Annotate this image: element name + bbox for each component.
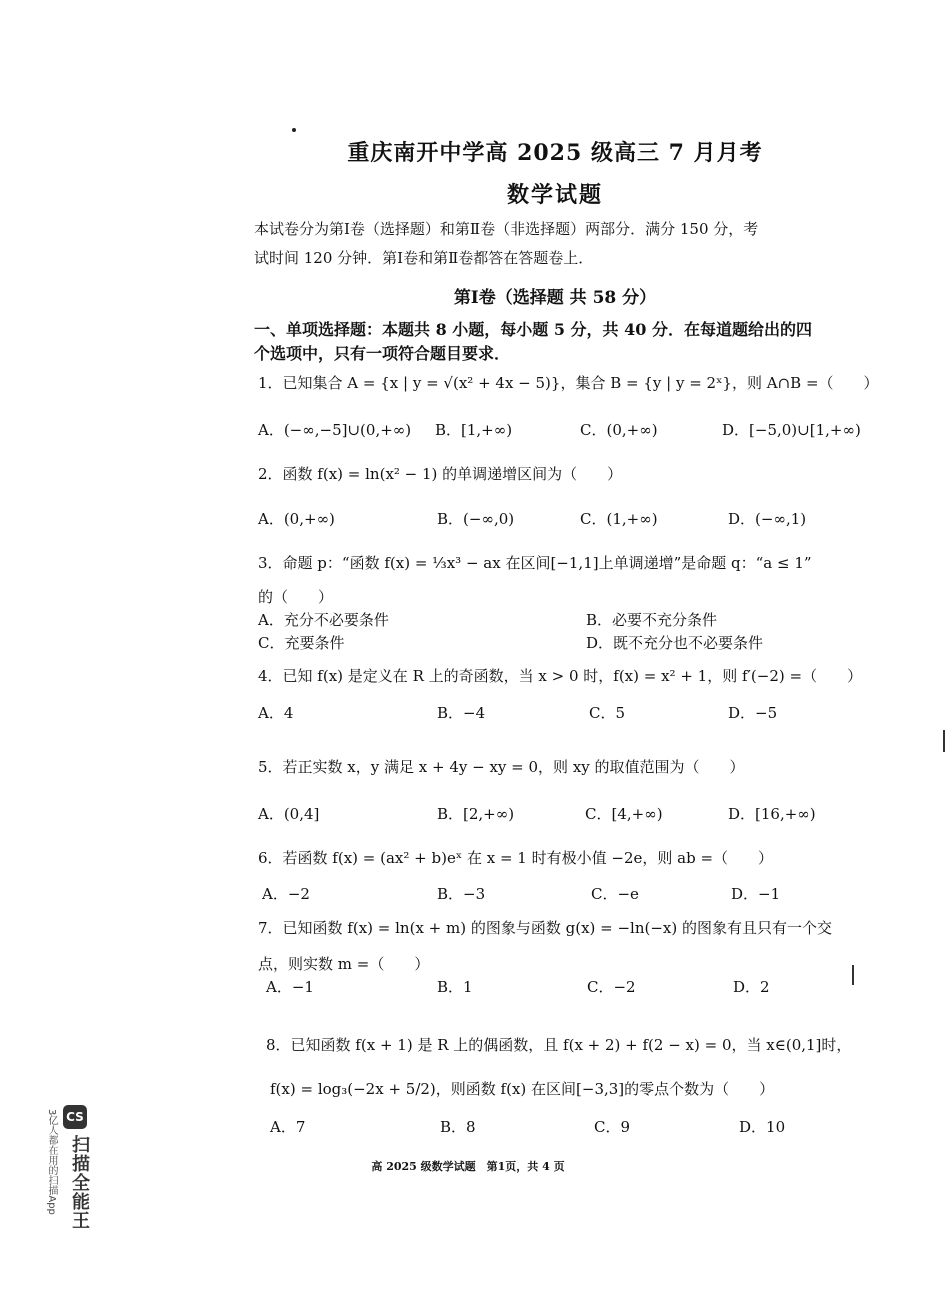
q4-option-a: A．4 xyxy=(258,704,294,722)
question-7-stem-cont: 点，则实数 m =（ ） xyxy=(258,955,430,973)
intro-line-2: 试时间 120 分钟．第Ⅰ卷和第Ⅱ卷都答在答题卷上． xyxy=(254,249,594,267)
q3-option-a: A．充分不必要条件 xyxy=(258,611,389,629)
intro-line-1: 本试卷分为第Ⅰ卷（选择题）和第Ⅱ卷（非选择题）两部分．满分 150 分，考 xyxy=(254,220,759,238)
q4-option-d: D．−5 xyxy=(728,704,778,722)
scan-mark-inline xyxy=(852,965,854,985)
q4-option-b: B．−4 xyxy=(437,704,486,722)
q8-option-b: B．8 xyxy=(440,1118,476,1136)
q6-option-d: D．−1 xyxy=(731,885,781,903)
question-6-stem: 6．若函数 f(x) = (ax² + b)eˣ 在 x = 1 时有极小值 −2e，则 ab =（ ） xyxy=(258,849,774,867)
scanner-watermark xyxy=(40,1105,100,1235)
question-3-stem: 3．命题 p：“函数 f(x) = ⅓x³ − ax 在区间[−1,1]上单调递增”是命题 q：“a ≤ 1” xyxy=(258,554,812,572)
question-7-stem: 7．已知函数 f(x) = ln(x + m) 的图象与函数 g(x) = −ln(−x) 的图象有且只有一个交 xyxy=(258,919,833,937)
q4-option-c: C．5 xyxy=(589,704,626,722)
q3-option-d: D．既不充分也不必要条件 xyxy=(586,634,764,652)
q5-option-c: C．[4,+∞) xyxy=(585,805,663,823)
scan-speck xyxy=(292,128,296,132)
question-8-stem: 8．已知函数 f(x + 1) 是 R 上的偶函数，且 f(x + 2) + f(2 − x) = 0，当 x∈(0,1]时， xyxy=(266,1036,852,1054)
q3-option-c: C．充要条件 xyxy=(258,634,345,652)
question-3-stem-cont: 的（ ） xyxy=(258,588,334,606)
q2-option-b: B．(−∞,0) xyxy=(437,510,515,528)
q2-option-a: A．(0,+∞) xyxy=(258,510,335,528)
q1-option-d: D．[−5,0)∪[1,+∞) xyxy=(722,421,861,439)
q7-option-a: A．−1 xyxy=(266,978,314,996)
watermark-app-name: 扫描全能王 xyxy=(69,1135,90,1230)
q6-option-a: A．−2 xyxy=(262,885,310,903)
exam-subtitle: 数学试题 xyxy=(506,182,603,208)
q8-option-c: C．9 xyxy=(594,1118,631,1136)
q5-option-a: A．(0,4] xyxy=(258,805,320,823)
watermark-tagline: 3亿人都在用的扫描App xyxy=(46,1109,57,1215)
question-2-stem: 2．函数 f(x) = ln(x² − 1) 的单调递增区间为（ ） xyxy=(258,465,623,483)
q5-option-b: B．[2,+∞) xyxy=(437,805,515,823)
question-8-stem-cont: f(x) = log₃(−2x + 5/2)，则函数 f(x) 在区间[−3,3]的零点个数为（ ） xyxy=(270,1080,775,1098)
section-title: 第Ⅰ卷（选择题 共 58 分） xyxy=(453,288,657,308)
q1-option-a: A．(−∞,−5]∪(0,+∞) xyxy=(258,421,412,439)
page-footer: 高 2025 级数学试题 第1页，共 4 页 xyxy=(371,1160,565,1173)
q8-option-a: A．7 xyxy=(270,1118,306,1136)
q3-option-b: B．必要不充分条件 xyxy=(586,611,718,629)
q1-option-b: B．[1,+∞) xyxy=(435,421,513,439)
question-1-stem: 1．已知集合 A = {x | y = √(x² + 4x − 5)}，集合 B = {y | y = 2ˣ}，则 A∩B =（ ） xyxy=(258,374,879,392)
q5-option-d: D．[16,+∞) xyxy=(728,805,816,823)
instruction-line-2: 个选项中，只有一项符合题目要求． xyxy=(254,344,511,363)
exam-title: 重庆南开中学高 2025 级高三 7 月月考 xyxy=(347,140,763,166)
q7-option-b: B．1 xyxy=(437,978,473,996)
q7-option-d: D．2 xyxy=(733,978,770,996)
q2-option-c: C．(1,+∞) xyxy=(580,510,658,528)
scan-mark-right xyxy=(943,730,945,752)
camscanner-logo-icon: CS xyxy=(63,1105,87,1129)
q7-option-c: C．−2 xyxy=(587,978,636,996)
instruction-line-1: 一、单项选择题：本题共 8 小题，每小题 5 分，共 40 分．在每道题给出的四 xyxy=(254,320,812,339)
q2-option-d: D．(−∞,1) xyxy=(728,510,807,528)
q6-option-b: B．−3 xyxy=(437,885,486,903)
q1-option-c: C．(0,+∞) xyxy=(580,421,658,439)
question-4-stem: 4．已知 f(x) 是定义在 R 上的奇函数，当 x > 0 时，f(x) = x² + 1，则 f′(−2) =（ ） xyxy=(258,667,863,685)
q8-option-d: D．10 xyxy=(739,1118,786,1136)
q6-option-c: C．−e xyxy=(591,885,639,903)
question-5-stem: 5．若正实数 x，y 满足 x + 4y − xy = 0，则 xy 的取值范围为（ ） xyxy=(258,758,745,776)
